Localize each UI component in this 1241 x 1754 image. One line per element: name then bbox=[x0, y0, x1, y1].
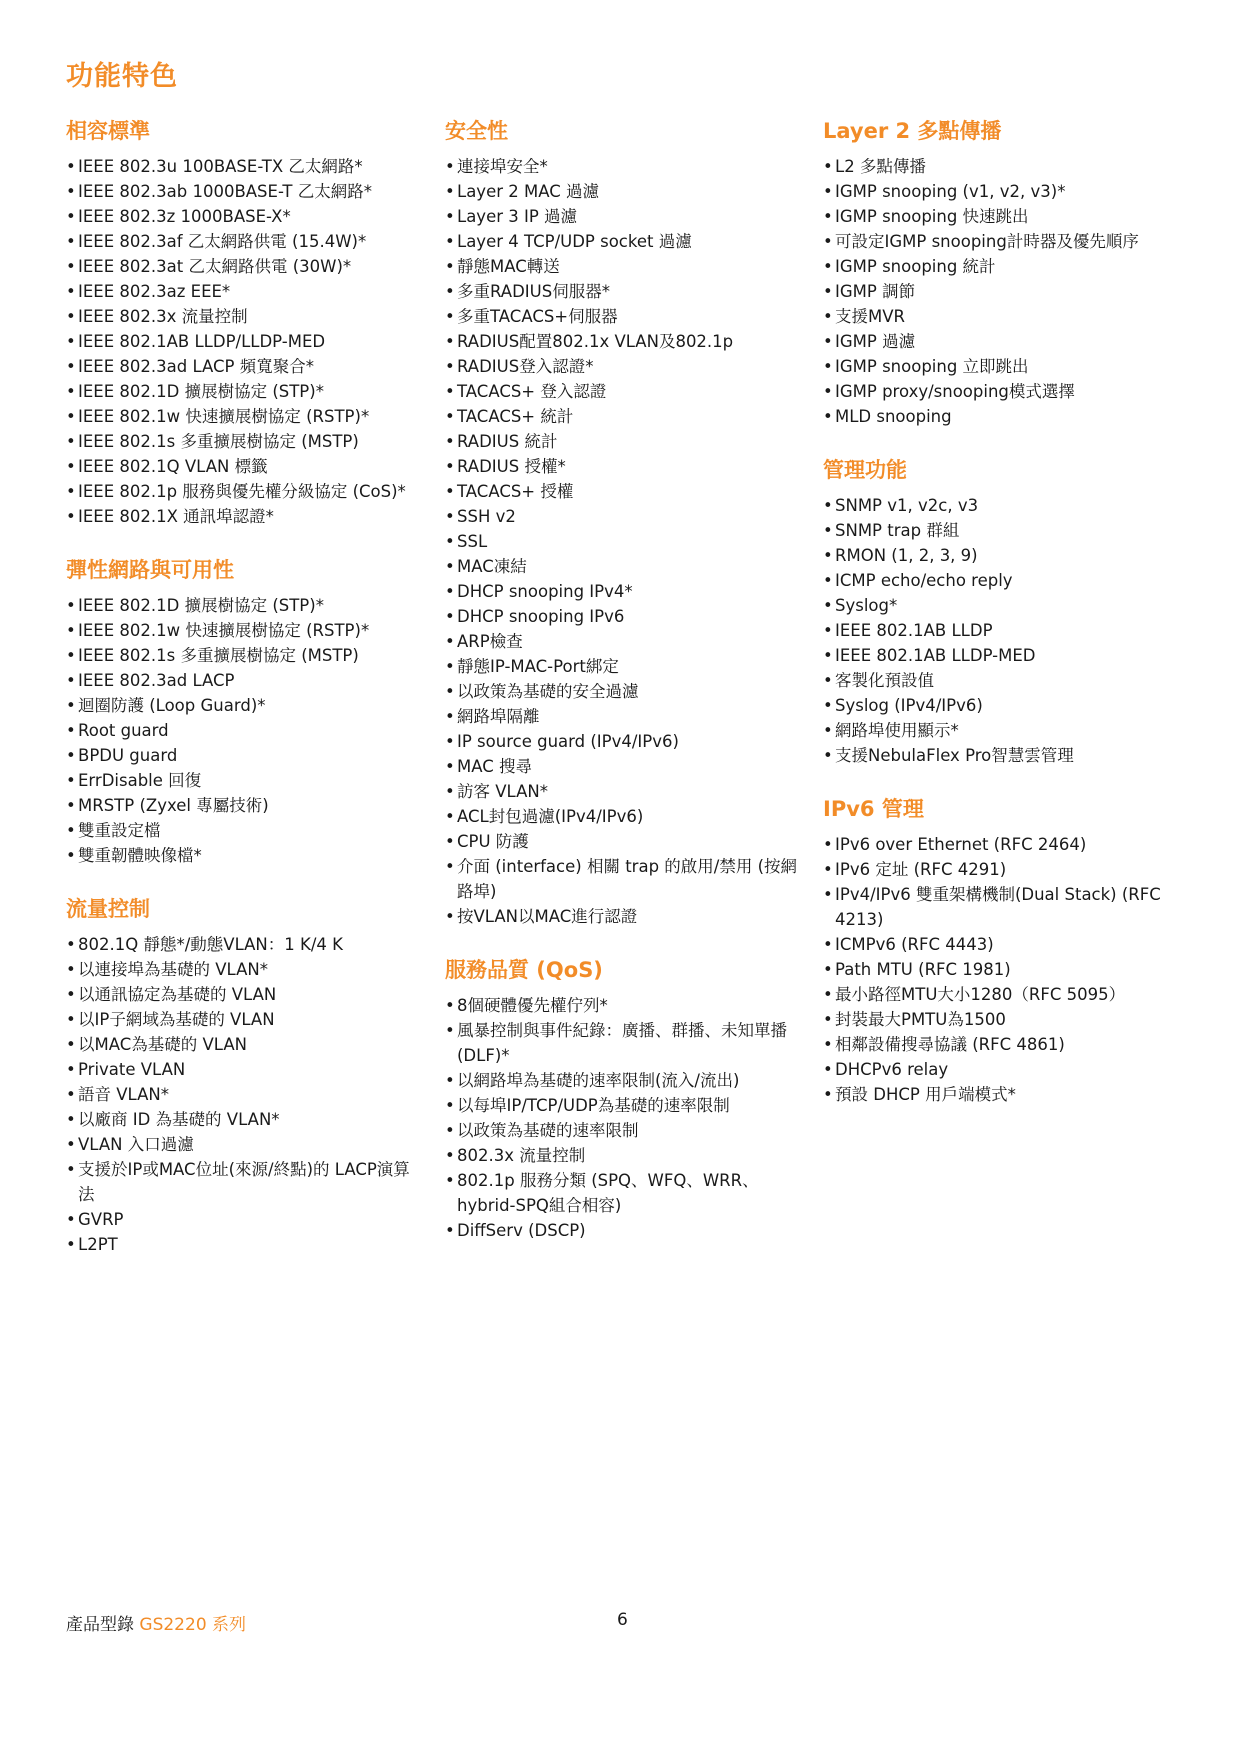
feature-item: • 以網路埠為基礎的速率限制(流入/流出) bbox=[445, 1068, 805, 1093]
feature-item: • 雙重設定檔 bbox=[66, 818, 416, 843]
feature-item: • 雙重韌體映像檔* bbox=[66, 843, 416, 868]
feature-item: • 多重TACACS+伺服器 bbox=[445, 304, 805, 329]
feature-item: • 迴圈防護 (Loop Guard)* bbox=[66, 693, 416, 718]
feature-item: • TACACS+ 統計 bbox=[445, 404, 805, 429]
feature-item: • Root guard bbox=[66, 718, 416, 743]
feature-item: • SNMP trap 群組 bbox=[823, 518, 1203, 543]
feature-item: • TACACS+ 授權 bbox=[445, 479, 805, 504]
feature-section bbox=[823, 455, 1203, 768]
feature-item: • SNMP v1, v2c, v3 bbox=[823, 493, 1203, 518]
feature-item: • IEEE 802.1X 通訊埠認證* bbox=[66, 504, 416, 529]
feature-item: • IGMP 調節 bbox=[823, 279, 1203, 304]
feature-item: • IEEE 802.3z 1000BASE-X* bbox=[66, 204, 416, 229]
feature-list bbox=[823, 493, 1203, 768]
feature-item: • IGMP snooping 快速跳出 bbox=[823, 204, 1203, 229]
feature-item: • DHCP snooping IPv4* bbox=[445, 579, 805, 604]
feature-item: • 靜態IP-MAC-Port綁定 bbox=[445, 654, 805, 679]
feature-item: • IEEE 802.3ad LACP 頻寬聚合* bbox=[66, 354, 416, 379]
feature-item: • 網路埠隔離 bbox=[445, 704, 805, 729]
feature-item: • IGMP snooping 統計 bbox=[823, 254, 1203, 279]
feature-item: • L2PT bbox=[66, 1232, 416, 1257]
page-title: 功能特色 bbox=[66, 61, 178, 92]
feature-item: • IEEE 802.1s 多重擴展樹協定 (MSTP) bbox=[66, 643, 416, 668]
feature-item: • IEEE 802.3ab 1000BASE-T 乙太網路* bbox=[66, 179, 416, 204]
page-number: 6 bbox=[617, 1610, 628, 1630]
feature-item: • 支援於IP或MAC位址(來源/終點)的 LACP演算法 bbox=[66, 1157, 416, 1207]
feature-section bbox=[66, 116, 416, 529]
section-title: 服務品質 (QoS) bbox=[445, 958, 603, 982]
feature-item: • 靜態MAC轉送 bbox=[445, 254, 805, 279]
feature-item: • IGMP snooping (v1, v2, v3)* bbox=[823, 179, 1203, 204]
section-title: 流量控制 bbox=[66, 897, 150, 921]
feature-item: • ACL封包過濾(IPv4/IPv6) bbox=[445, 804, 805, 829]
feature-item: • 以廠商 ID 為基礎的 VLAN* bbox=[66, 1107, 416, 1132]
feature-item: • IEEE 802.3af 乙太網路供電 (15.4W)* bbox=[66, 229, 416, 254]
feature-item: • L2 多點傳播 bbox=[823, 154, 1203, 179]
feature-item: • IEEE 802.1p 服務與優先權分級協定 (CoS)* bbox=[66, 479, 416, 504]
feature-item: • IPv6 定址 (RFC 4291) bbox=[823, 857, 1203, 882]
feature-item: • 以連接埠為基礎的 VLAN* bbox=[66, 957, 416, 982]
feature-item: • IEEE 802.1AB LLDP-MED bbox=[823, 643, 1203, 668]
feature-item: • DiffServ (DSCP) bbox=[445, 1218, 805, 1243]
feature-item: • IEEE 802.1s 多重擴展樹協定 (MSTP) bbox=[66, 429, 416, 454]
column-3 bbox=[823, 116, 1203, 1133]
feature-item: • RADIUS 統計 bbox=[445, 429, 805, 454]
feature-item: • RMON (1, 2, 3, 9) bbox=[823, 543, 1203, 568]
feature-item: • VLAN 入口過濾 bbox=[66, 1132, 416, 1157]
column-1 bbox=[66, 116, 416, 1283]
feature-section bbox=[66, 555, 416, 868]
feature-section bbox=[823, 116, 1203, 429]
feature-item: • 8個硬體優先權佇列* bbox=[445, 993, 805, 1018]
section-title: IPv6 管理 bbox=[823, 797, 924, 821]
feature-item: • 客製化預設值 bbox=[823, 668, 1203, 693]
feature-section bbox=[445, 955, 805, 1243]
feature-item: • 以MAC為基礎的 VLAN bbox=[66, 1032, 416, 1057]
feature-item: • 802.1Q 靜態*/動態VLAN：1 K/4 K bbox=[66, 932, 416, 957]
feature-item: • ICMP echo/echo reply bbox=[823, 568, 1203, 593]
feature-item: • IEEE 802.1w 快速擴展樹協定 (RSTP)* bbox=[66, 404, 416, 429]
feature-item: • IGMP snooping 立即跳出 bbox=[823, 354, 1203, 379]
feature-item: • ARP檢查 bbox=[445, 629, 805, 654]
feature-item: • 可設定IGMP snooping計時器及優先順序 bbox=[823, 229, 1203, 254]
feature-item: • IEEE 802.1w 快速擴展樹協定 (RSTP)* bbox=[66, 618, 416, 643]
section-title: 管理功能 bbox=[823, 458, 907, 482]
feature-item: • ICMPv6 (RFC 4443) bbox=[823, 932, 1203, 957]
feature-item: • RADIUS登入認證* bbox=[445, 354, 805, 379]
feature-item: • Syslog* bbox=[823, 593, 1203, 618]
feature-item: • ErrDisable 回復 bbox=[66, 768, 416, 793]
feature-item: • 以政策為基礎的速率限制 bbox=[445, 1118, 805, 1143]
feature-item: • SSL bbox=[445, 529, 805, 554]
feature-item: • 預設 DHCP 用戶端模式* bbox=[823, 1082, 1203, 1107]
feature-item: • MLD snooping bbox=[823, 404, 1203, 429]
feature-item: • 以政策為基礎的安全過濾 bbox=[445, 679, 805, 704]
feature-item: • 802.3x 流量控制 bbox=[445, 1143, 805, 1168]
feature-item: • IEEE 802.1D 擴展樹協定 (STP)* bbox=[66, 379, 416, 404]
footer-series: GS2220 系列 bbox=[139, 1615, 247, 1635]
feature-item: • Syslog (IPv4/IPv6) bbox=[823, 693, 1203, 718]
section-title: Layer 2 多點傳播 bbox=[823, 119, 1002, 143]
feature-item: • 按VLAN以MAC進行認證 bbox=[445, 904, 805, 929]
feature-item: • 以每埠IP/TCP/UDP為基礎的速率限制 bbox=[445, 1093, 805, 1118]
feature-item: • 網路埠使用顯示* bbox=[823, 718, 1203, 743]
feature-item: • IEEE 802.3x 流量控制 bbox=[66, 304, 416, 329]
footer-catalog bbox=[66, 1610, 246, 1635]
feature-item: • MRSTP (Zyxel 專屬技術) bbox=[66, 793, 416, 818]
feature-item: • IEEE 802.3az EEE* bbox=[66, 279, 416, 304]
feature-item: • IEEE 802.1D 擴展樹協定 (STP)* bbox=[66, 593, 416, 618]
feature-item: • DHCPv6 relay bbox=[823, 1057, 1203, 1082]
feature-list bbox=[823, 154, 1203, 429]
feature-list bbox=[66, 154, 416, 529]
feature-item: • 支援MVR bbox=[823, 304, 1203, 329]
feature-item: • Path MTU (RFC 1981) bbox=[823, 957, 1203, 982]
feature-item: • IEEE 802.3at 乙太網路供電 (30W)* bbox=[66, 254, 416, 279]
feature-item: • SSH v2 bbox=[445, 504, 805, 529]
feature-item: • RADIUS 授權* bbox=[445, 454, 805, 479]
feature-item: • Layer 3 IP 過濾 bbox=[445, 204, 805, 229]
feature-list bbox=[823, 832, 1203, 1107]
feature-item: • MAC凍結 bbox=[445, 554, 805, 579]
feature-item: • MAC 搜尋 bbox=[445, 754, 805, 779]
feature-item: • IGMP 過濾 bbox=[823, 329, 1203, 354]
feature-list bbox=[66, 593, 416, 868]
feature-item: • 封裝最大PMTU為1500 bbox=[823, 1007, 1203, 1032]
feature-section bbox=[823, 794, 1203, 1107]
feature-item: • 以IP子網域為基礎的 VLAN bbox=[66, 1007, 416, 1032]
feature-item: • IEEE 802.1AB LLDP bbox=[823, 618, 1203, 643]
feature-item: • 風暴控制與事件紀錄：廣播、群播、未知單播(DLF)* bbox=[445, 1018, 805, 1068]
feature-item: • 介面 (interface) 相關 trap 的啟用/禁用 (按網路埠) bbox=[445, 854, 805, 904]
section-title: 相容標準 bbox=[66, 119, 150, 143]
feature-item: • 以通訊協定為基礎的 VLAN bbox=[66, 982, 416, 1007]
feature-section bbox=[445, 116, 805, 929]
feature-item: • GVRP bbox=[66, 1207, 416, 1232]
feature-section bbox=[66, 894, 416, 1257]
feature-item: • IGMP proxy/snooping模式選擇 bbox=[823, 379, 1203, 404]
feature-item: • Private VLAN bbox=[66, 1057, 416, 1082]
section-title: 安全性 bbox=[445, 119, 508, 143]
feature-item: • 多重RADIUS伺服器* bbox=[445, 279, 805, 304]
feature-item: • 訪客 VLAN* bbox=[445, 779, 805, 804]
footer-catalog-label: 產品型錄 bbox=[66, 1615, 134, 1635]
feature-item: • IEEE 802.1AB LLDP/LLDP-MED bbox=[66, 329, 416, 354]
feature-item: • 語音 VLAN* bbox=[66, 1082, 416, 1107]
feature-item: • 連接埠安全* bbox=[445, 154, 805, 179]
feature-item: • 支援NebulaFlex Pro智慧雲管理 bbox=[823, 743, 1203, 768]
feature-item: • 最小路徑MTU大小1280（RFC 5095） bbox=[823, 982, 1203, 1007]
feature-list bbox=[445, 154, 805, 929]
feature-item: • IEEE 802.1Q VLAN 標籤 bbox=[66, 454, 416, 479]
feature-list bbox=[445, 993, 805, 1243]
feature-item: • IEEE 802.3ad LACP bbox=[66, 668, 416, 693]
feature-item: • BPDU guard bbox=[66, 743, 416, 768]
feature-item: • IPv6 over Ethernet (RFC 2464) bbox=[823, 832, 1203, 857]
feature-item: • TACACS+ 登入認證 bbox=[445, 379, 805, 404]
feature-item: • 相鄰設備搜尋協議 (RFC 4861) bbox=[823, 1032, 1203, 1057]
feature-item: • DHCP snooping IPv6 bbox=[445, 604, 805, 629]
feature-item: • IPv4/IPv6 雙重架構機制(Dual Stack) (RFC 4213) bbox=[823, 882, 1203, 932]
feature-item: • IEEE 802.3u 100BASE-TX 乙太網路* bbox=[66, 154, 416, 179]
section-title: 彈性網路與可用性 bbox=[66, 558, 234, 582]
feature-item: • RADIUS配置802.1x VLAN及802.1p bbox=[445, 329, 805, 354]
column-2 bbox=[445, 116, 805, 1269]
feature-item: • CPU 防護 bbox=[445, 829, 805, 854]
feature-item: • 802.1p 服務分類 (SPQ、WFQ、WRR、hybrid-SPQ組合相容) bbox=[445, 1168, 805, 1218]
feature-item: • Layer 4 TCP/UDP socket 過濾 bbox=[445, 229, 805, 254]
feature-item: • IP source guard (IPv4/IPv6) bbox=[445, 729, 805, 754]
feature-list bbox=[66, 932, 416, 1257]
feature-item: • Layer 2 MAC 過濾 bbox=[445, 179, 805, 204]
